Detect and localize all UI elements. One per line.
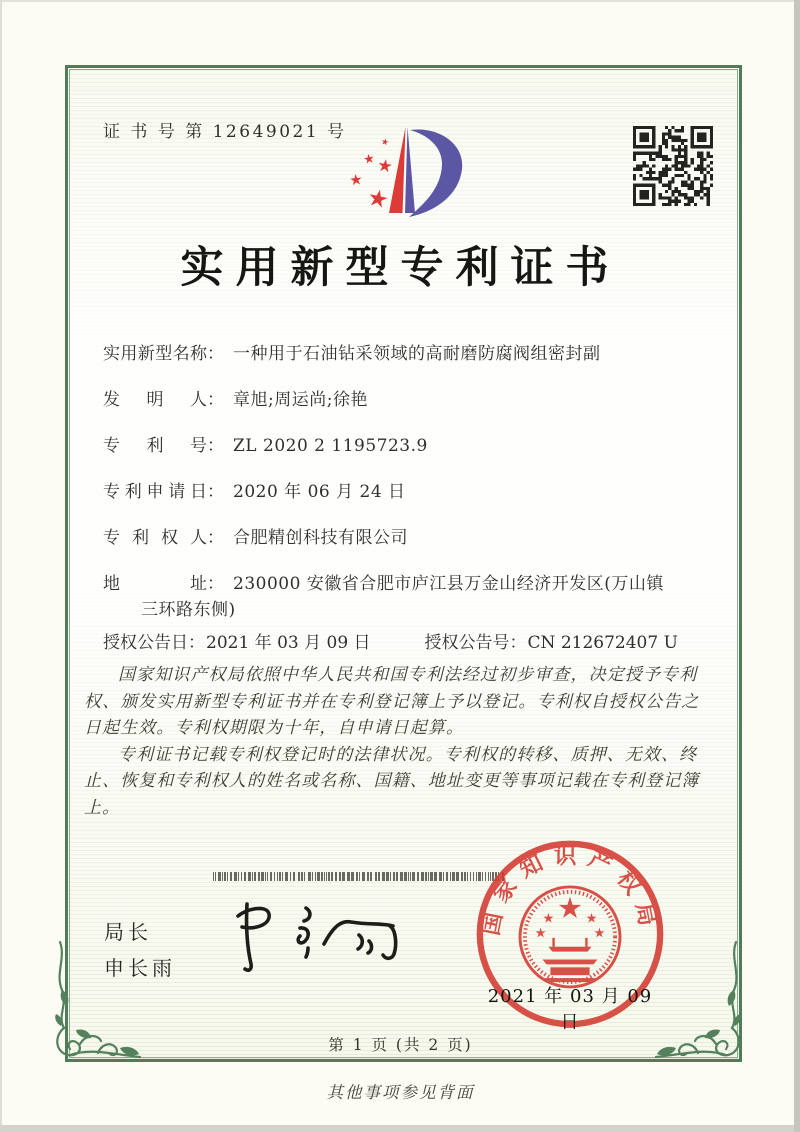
label-colon: ：: [207, 574, 224, 594]
label-colon: ：: [207, 436, 224, 456]
body-paragraph-2: 专利证书记载专利权登记时的法律状况。专利权的转移、质押、无效、终止、恢复和专利权人的姓名或名称、国籍、地址变更等事项记载在专利登记簿上。: [84, 744, 700, 818]
logo-p-bowl: [409, 129, 462, 217]
page-number: 第 1 页 (共 2 页): [328, 1036, 473, 1054]
seal-date: 2021 年 03 月 09 日: [487, 986, 653, 1033]
field-value: 合肥精创科技有限公司: [233, 528, 408, 548]
field-label: 发明人: [103, 390, 207, 410]
field-value: 一种用于石油钻采领域的高耐磨防腐阀组密封副: [233, 344, 601, 364]
label-colon: ：: [509, 633, 527, 653]
patent-fields: [103, 341, 668, 623]
grant-date-value: 2021 年 03 月 09 日: [206, 633, 371, 653]
label-colon: ：: [207, 528, 224, 548]
field-label: 专利号: [103, 436, 207, 456]
field-label: 实用新型名称: [103, 344, 207, 364]
label-colon: ：: [188, 633, 205, 653]
field-label: 地址: [103, 574, 207, 594]
grant-number-value: CN 212672407 U: [527, 633, 678, 653]
logo-stars: [350, 138, 393, 209]
field-utility-model-name: [103, 341, 668, 367]
svg-text:国家知识产权局: [478, 843, 662, 937]
seal-agency-text: 国家知识产权局: [478, 843, 662, 938]
field-label: 专利申请日: [103, 482, 207, 502]
official-seal: [472, 836, 668, 1032]
legal-body-text: [84, 662, 717, 821]
field-inventors: [103, 387, 668, 413]
label-colon: ：: [207, 344, 224, 364]
field-application-date: [103, 479, 668, 505]
grant-number-label: 授权公告号: [424, 633, 510, 653]
grant-date-label: 授权公告日: [103, 633, 188, 653]
back-side-note: 其他事项参见背面: [326, 1083, 475, 1102]
field-value: 章旭;周运尚;徐艳: [233, 390, 368, 410]
cnipa-logo-icon: [336, 114, 476, 239]
director-name: 申长雨: [104, 956, 176, 980]
field-address: [103, 571, 668, 623]
director-title: 局长: [104, 920, 152, 944]
qr-code: [633, 126, 713, 206]
certificate-number: 证 书 号 第 12649021 号: [103, 122, 347, 142]
director-signature-icon: [212, 868, 422, 988]
field-patentee: [103, 525, 668, 551]
label-colon: ：: [207, 482, 224, 502]
field-patent-number: [103, 433, 668, 459]
field-value: 2020 年 06 月 24 日: [233, 482, 406, 502]
certificate-title: 实用新型专利证书: [180, 243, 621, 293]
field-label: 专利权人: [103, 528, 207, 548]
field-value: 230000 安徽省合肥市庐江县万金山经济开发区(万山镇三环路东侧): [141, 574, 664, 620]
body-paragraph-1: 国家知识产权局依照中华人民共和国专利法经过初步审查，决定授予专利权、颁发实用新型专利证书并在专利登记簿上予以登记。专利权自授权公告之日起生效。专利权期限为十年，自申请日起算。: [84, 665, 700, 738]
logo-red-wedge: [389, 127, 406, 213]
logo-blue-wedge: [405, 127, 415, 213]
grant-announcement-row: [103, 630, 678, 656]
label-colon: ：: [207, 390, 224, 410]
seal-national-emblem: [520, 887, 620, 987]
field-value: ZL 2020 2 1195723.9: [233, 436, 428, 456]
